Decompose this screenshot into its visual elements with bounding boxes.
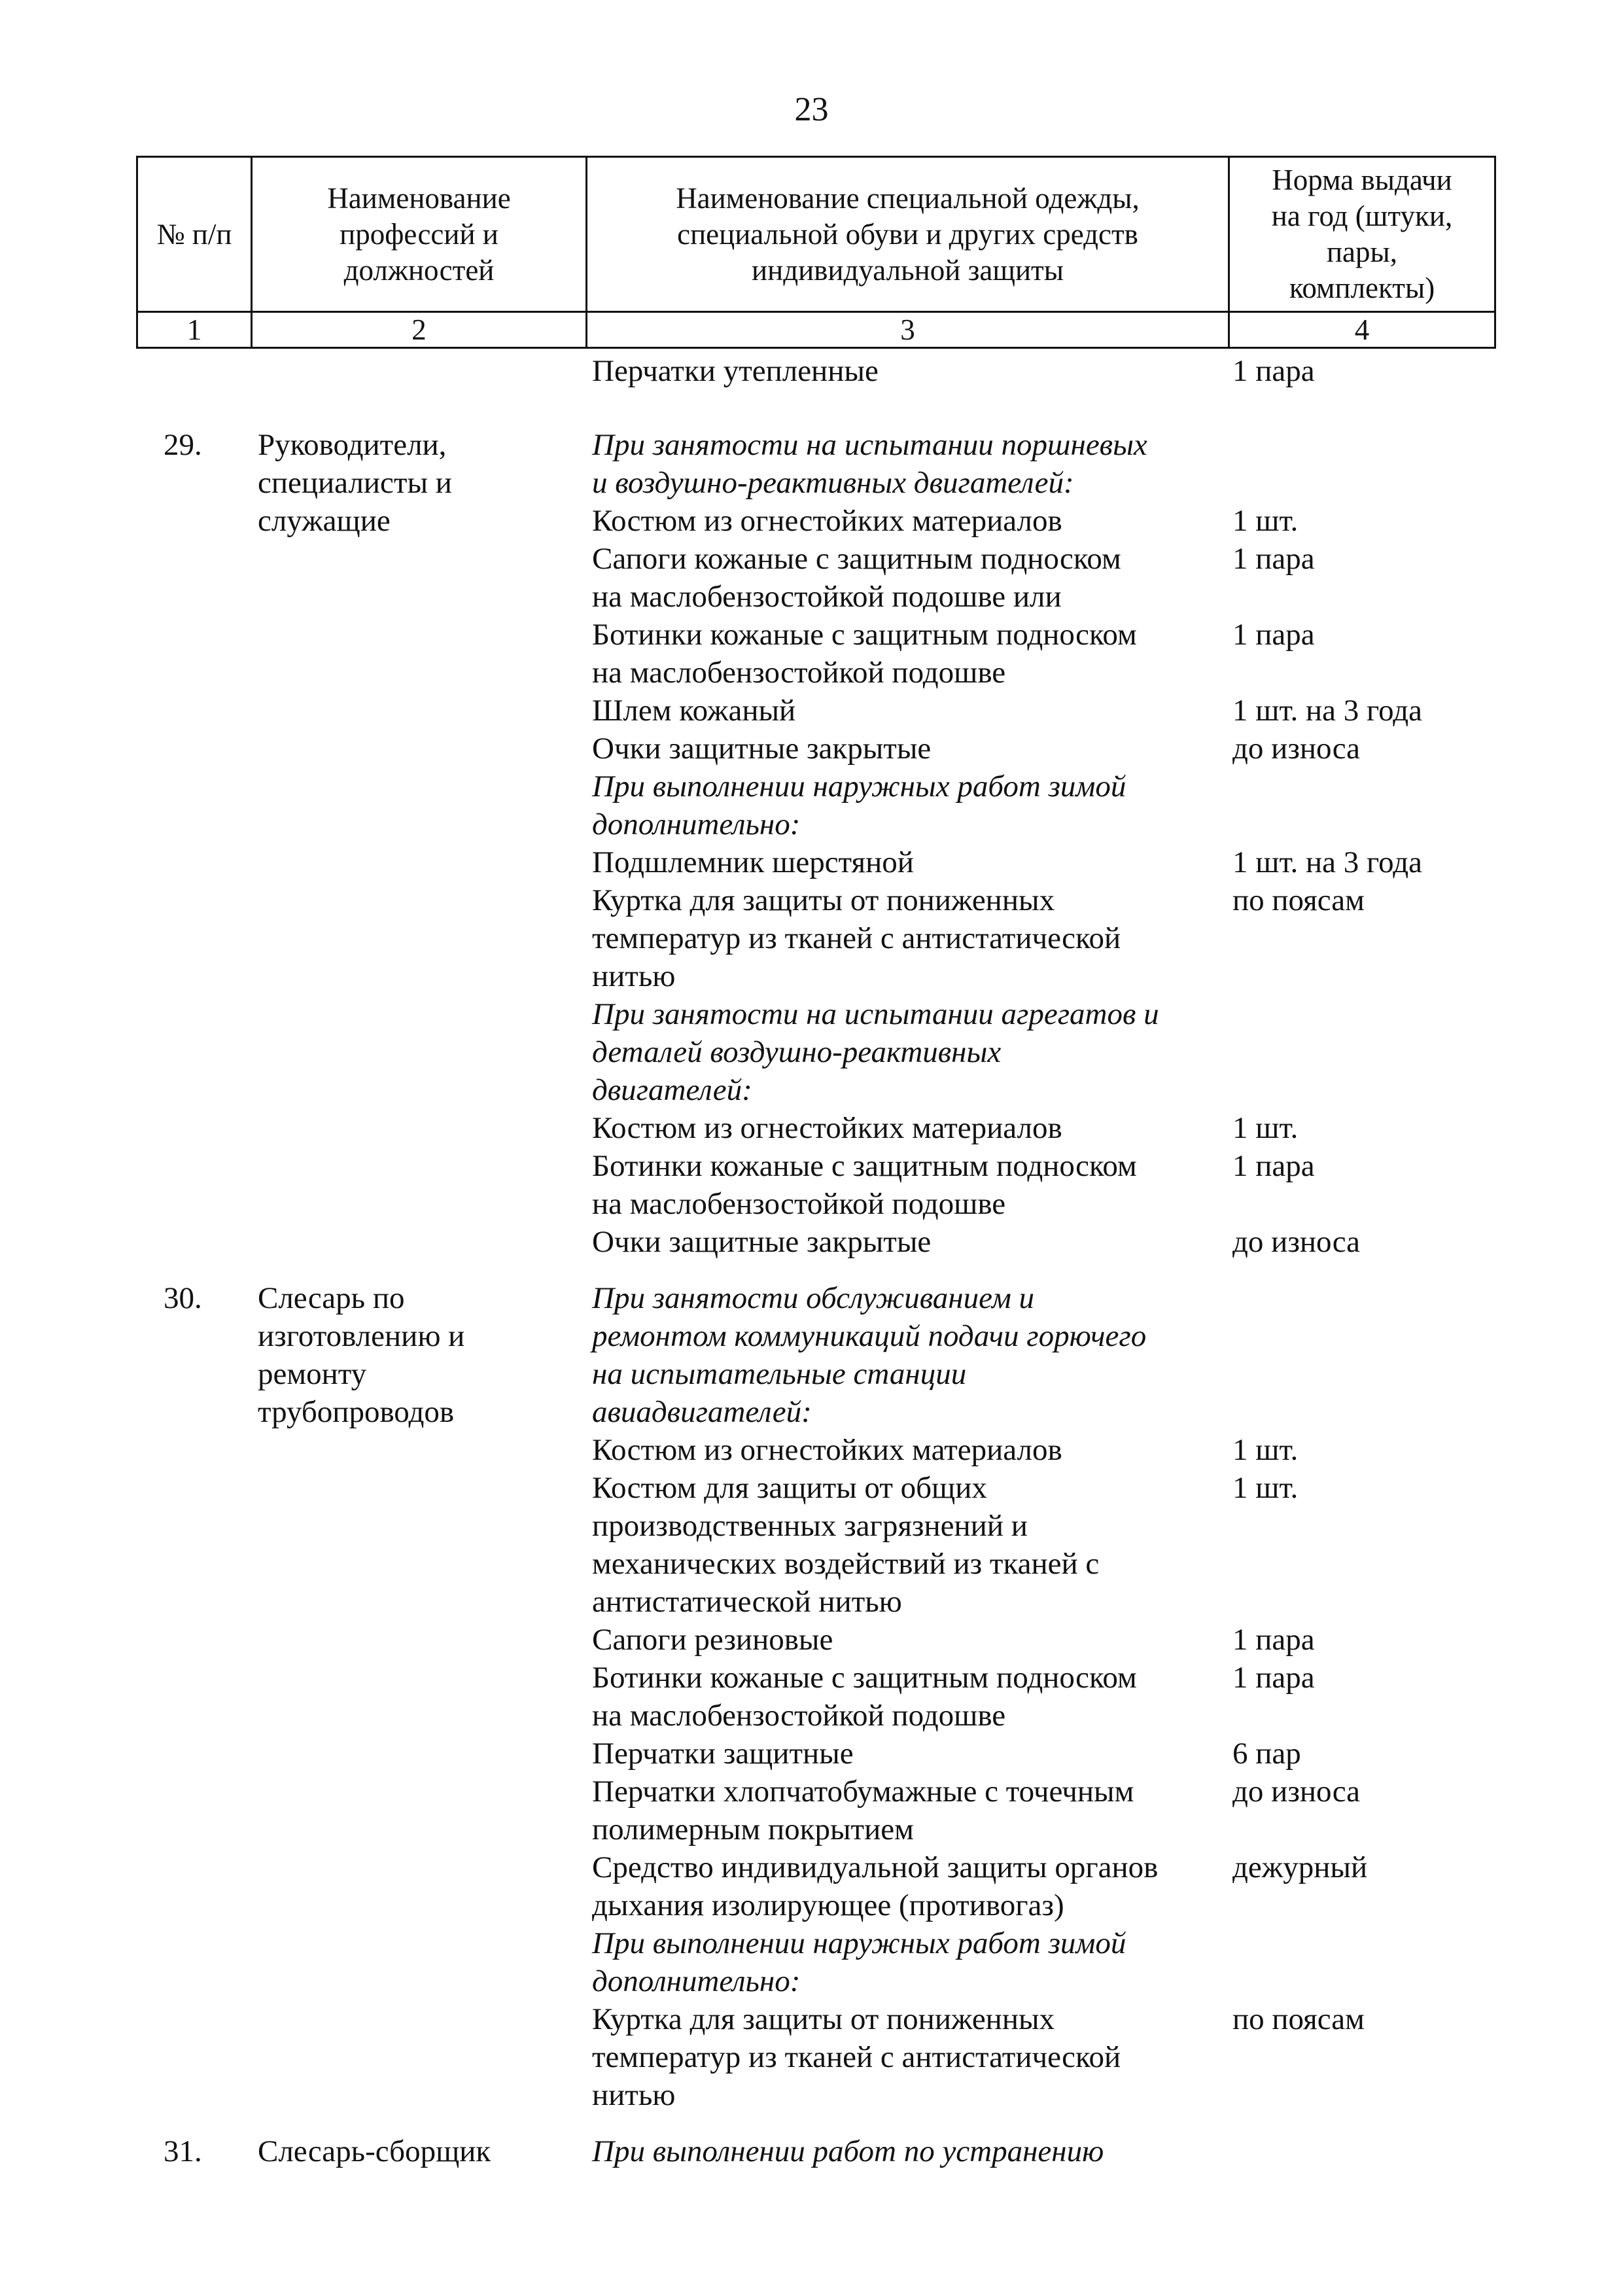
column-number: 3	[587, 312, 1229, 348]
header-profession	[252, 157, 587, 312]
item-line: Ботинки кожаные с защитным подноском	[592, 1661, 1137, 1695]
item-condition-line: и воздушно-реактивных двигателей:	[592, 466, 1074, 500]
norm-value: 1 шт.	[1232, 1433, 1299, 1467]
item-condition-line: дополнительно:	[592, 807, 801, 841]
item-line: Подшлемник шерстяной	[592, 845, 914, 879]
item-line: на маслобензостойкой подошве или	[592, 580, 1062, 614]
row-number: 29.	[164, 428, 202, 462]
header-num: № п/п	[137, 157, 252, 312]
header-row	[137, 157, 1495, 312]
item-line: Очки защитные закрытые	[592, 1225, 932, 1259]
item-condition-line: на испытательные станции	[592, 1357, 967, 1391]
norm-value: до износа	[1232, 1775, 1360, 1809]
item-line: Сапоги кожаные с защитным подноском	[592, 542, 1121, 576]
item-line: Сапоги резиновые	[592, 1623, 833, 1657]
item-line: нитью	[592, 959, 676, 993]
header-profession-line: профессий и	[340, 217, 498, 251]
row-number: 30.	[164, 1281, 202, 1315]
item-condition-line: дополнительно:	[592, 1964, 801, 1998]
item-line: Шлем кожаный	[592, 694, 796, 728]
profession-line: Слесарь по	[258, 1281, 405, 1315]
header-norm-line: на год (штуки,	[1271, 200, 1453, 232]
item-condition-line: деталей воздушно-реактивных	[592, 1035, 1002, 1069]
header-profession-line: должностей	[343, 253, 495, 287]
item-line: антистатической нитью	[592, 1585, 902, 1619]
norm-value: 6 пар	[1232, 1737, 1301, 1771]
item-line: Перчатки защитные	[592, 1737, 854, 1771]
item-line: Куртка для защиты от пониженных	[592, 2002, 1055, 2036]
item-line: Костюм из огнестойких материалов	[592, 1433, 1062, 1467]
item-condition-line: авиадвигателей:	[592, 1395, 812, 1429]
row-number: 31.	[164, 2134, 202, 2168]
profession-line: изготовлению и	[258, 1319, 465, 1353]
item-condition-line: При занятости обслуживанием и	[592, 1281, 1035, 1315]
item-line: Перчатки утепленные	[592, 354, 879, 388]
column-number: 2	[252, 312, 587, 348]
item-line: Костюм для защиты от общих	[592, 1471, 987, 1505]
header-item-line: Наименование специальной одежды,	[676, 181, 1140, 215]
item-line: на маслобензостойкой подошве	[592, 1187, 1006, 1221]
norm-value: до износа	[1232, 1225, 1360, 1259]
item-condition-line: двигателей:	[592, 1073, 752, 1107]
item-line: Перчатки хлопчатобумажные с точечным	[592, 1775, 1134, 1809]
item-line: температур из тканей с антистатической	[592, 2040, 1121, 2074]
norm-value: по поясам	[1232, 2002, 1365, 2036]
norm-value: 1 шт. на 3 года	[1232, 694, 1422, 728]
item-line: Средство индивидуальной защиты органов	[592, 1850, 1159, 1884]
item-condition-line: При занятости на испытании агрегатов и	[592, 997, 1159, 1031]
header-norm-line: комплекты)	[1289, 272, 1435, 304]
item-line: температур из тканей с антистатической	[592, 921, 1121, 955]
norm-value: 1 шт.	[1232, 1471, 1299, 1505]
profession-line: служащие	[258, 504, 391, 538]
norm-value: 1 шт.	[1232, 1111, 1299, 1145]
norm-value: 1 пара	[1232, 1149, 1315, 1183]
norm-value: 1 пара	[1232, 354, 1315, 388]
norm-value: 1 пара	[1232, 618, 1315, 652]
item-line: Ботинки кожаные с защитным подноском	[592, 1149, 1137, 1183]
item-line: Куртка для защиты от пониженных	[592, 883, 1055, 917]
item-condition-line: При занятости на испытании поршневых	[592, 428, 1147, 462]
header-norm-line: пары,	[1326, 236, 1398, 268]
header-item	[587, 157, 1229, 312]
norm-value: дежурный	[1232, 1850, 1368, 1884]
profession-line: Руководители,	[258, 428, 447, 462]
norm-value: по поясам	[1232, 883, 1365, 917]
item-line: нитью	[592, 2078, 676, 2112]
profession-line: Слесарь-сборщик	[258, 2134, 491, 2168]
item-condition-line: ремонтом коммуникаций подачи горючего	[592, 1319, 1147, 1353]
table-header	[136, 156, 1496, 349]
norm-value: до износа	[1232, 732, 1360, 766]
item-line: Костюм из огнестойких материалов	[592, 504, 1062, 538]
item-line: механических воздействий из тканей с	[592, 1547, 1100, 1581]
norm-value: 1 шт. на 3 года	[1232, 845, 1422, 879]
item-condition-line: При выполнении работ по устранению	[592, 2134, 1104, 2168]
item-condition-line: При выполнении наружных работ зимой	[592, 1926, 1126, 1960]
header-norm	[1229, 157, 1495, 312]
norm-value: 1 пара	[1232, 542, 1315, 576]
header-item-line: индивидуальной защиты	[752, 253, 1064, 287]
item-line: на маслобензостойкой подошве	[592, 656, 1006, 690]
profession-line: специалисты и	[258, 466, 452, 500]
header-norm-line: Норма выдачи	[1272, 164, 1452, 196]
profession-line: ремонту	[258, 1357, 367, 1391]
header-profession-line: Наименование	[327, 181, 511, 215]
column-number: 4	[1229, 312, 1495, 348]
page-number: 23	[794, 91, 829, 128]
column-number-row	[137, 312, 1495, 348]
item-line: Ботинки кожаные с защитным подноском	[592, 618, 1137, 652]
norm-value: 1 пара	[1232, 1661, 1315, 1695]
item-line: полимерным покрытием	[592, 1812, 914, 1846]
item-condition-line: При выполнении наружных работ зимой	[592, 769, 1126, 804]
header-item-line: специальной обуви и других средств	[677, 217, 1138, 251]
item-line: на маслобензостойкой подошве	[592, 1699, 1006, 1733]
profession-line: трубопроводов	[258, 1395, 455, 1429]
item-line: дыхания изолирующее (противогаз)	[592, 1888, 1064, 1922]
column-number: 1	[137, 312, 252, 348]
item-line: Очки защитные закрытые	[592, 732, 932, 766]
item-line: производственных загрязнений и	[592, 1509, 1028, 1543]
norm-value: 1 шт.	[1232, 504, 1299, 538]
item-line: Костюм из огнестойких материалов	[592, 1111, 1062, 1145]
norm-value: 1 пара	[1232, 1623, 1315, 1657]
